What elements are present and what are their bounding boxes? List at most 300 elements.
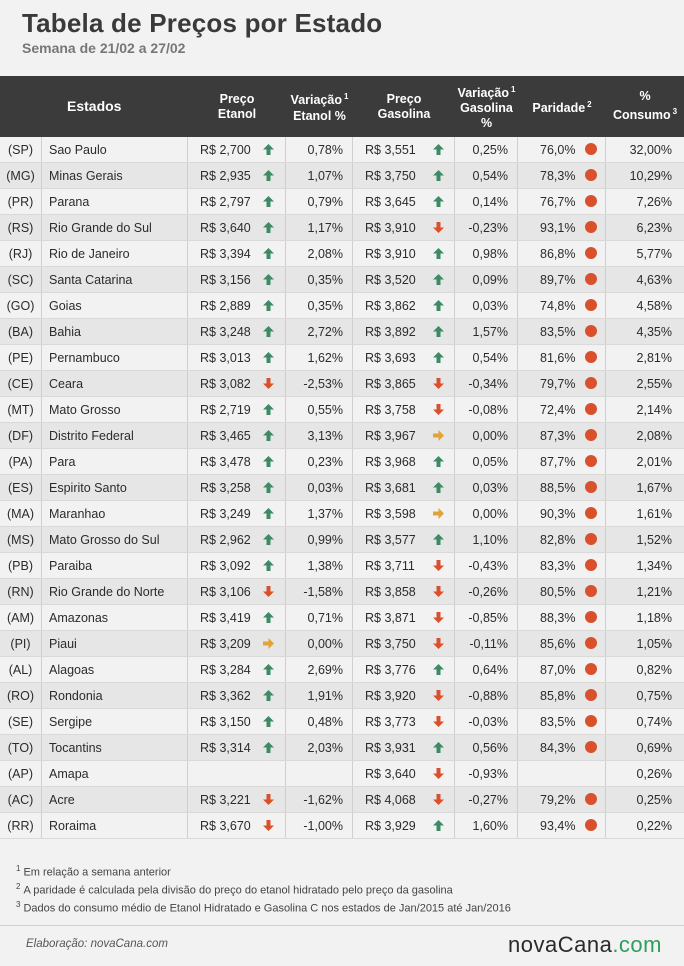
arrow-up-icon — [262, 273, 275, 286]
state-code: (MA) — [0, 501, 42, 526]
header-estados: Estados — [67, 98, 122, 114]
state-code: (BA) — [0, 319, 42, 344]
ethanol-variation: 0,99% — [286, 527, 353, 552]
ethanol-price: R$ 3,314 — [188, 735, 286, 760]
consumption: 1,34% — [636, 558, 672, 573]
table-row — [0, 683, 684, 709]
state-name: Espirito Santo — [42, 475, 188, 500]
gasoline-price: R$ 3,871 — [353, 605, 455, 630]
gasoline-price: R$ 3,750 — [353, 631, 455, 656]
ethanol-variation: 0,35% — [286, 267, 353, 292]
gasoline-variation: 0,54% — [455, 345, 518, 370]
consumption: 4,35% — [636, 324, 672, 339]
arrow-up-icon — [432, 351, 445, 364]
gasoline-variation: -0,34% — [455, 371, 518, 396]
state-code: (RN) — [0, 579, 42, 604]
ethanol-price: R$ 2,935 — [188, 163, 286, 188]
parity: 79,2% — [518, 787, 606, 812]
page-title: Tabela de Preços por Estado — [22, 8, 383, 38]
consumption: 0,74% — [636, 714, 672, 729]
consumption: 7,26% — [636, 194, 672, 209]
ethanol-price: R$ 3,092 — [188, 553, 286, 578]
novacana-logo: novaCana.com — [508, 932, 662, 957]
gasoline-price: R$ 3,758 — [353, 397, 455, 422]
ethanol-variation: 1,17% — [286, 215, 353, 240]
arrow-up-icon — [432, 663, 445, 676]
table-row — [0, 449, 684, 475]
arrow-up-icon — [432, 299, 445, 312]
gasoline-variation: -0,23% — [455, 215, 518, 240]
table-row — [0, 631, 684, 657]
gasoline-variation: 0,00% — [455, 423, 518, 448]
ethanol-price — [188, 761, 286, 786]
state-code: (PE) — [0, 345, 42, 370]
consumption: 1,61% — [636, 506, 672, 521]
consumption: 1,67% — [636, 480, 672, 495]
state-name: Mato Grosso — [42, 397, 188, 422]
gasoline-price: R$ 3,931 — [353, 735, 455, 760]
consumption: 2,01% — [636, 454, 672, 469]
table-header — [0, 76, 684, 137]
parity-dot-icon — [585, 533, 597, 545]
gasoline-price: R$ 3,910 — [353, 241, 455, 266]
gasoline-price: R$ 4,068 — [353, 787, 455, 812]
gasoline-variation: -0,93% — [455, 761, 518, 786]
state-code: (GO) — [0, 293, 42, 318]
ethanol-variation: 0,03% — [286, 475, 353, 500]
consumption: 2,14% — [636, 402, 672, 417]
state-code: (RO) — [0, 683, 42, 708]
parity: 72,4% — [518, 397, 606, 422]
parity: 82,8% — [518, 527, 606, 552]
arrow-up-icon — [432, 195, 445, 208]
ethanol-variation: 2,72% — [286, 319, 353, 344]
parity-dot-icon — [585, 689, 597, 701]
gasoline-variation: 0,03% — [455, 475, 518, 500]
arrow-up-icon — [432, 247, 445, 260]
arrow-down-icon — [262, 793, 275, 806]
table-row — [0, 163, 684, 189]
state-name: Santa Catarina — [42, 267, 188, 292]
ethanol-variation: 3,13% — [286, 423, 353, 448]
gasoline-price: R$ 3,750 — [353, 163, 455, 188]
arrow-up-icon — [262, 169, 275, 182]
state-name: Rio Grande do Norte — [42, 579, 188, 604]
state-code: (MG) — [0, 163, 42, 188]
table-body — [0, 137, 684, 839]
ethanol-variation: 2,08% — [286, 241, 353, 266]
state-code: (ES) — [0, 475, 42, 500]
ethanol-price: R$ 3,284 — [188, 657, 286, 682]
arrow-up-icon — [262, 559, 275, 572]
ethanol-variation: 1,62% — [286, 345, 353, 370]
gasoline-price: R$ 3,598 — [353, 501, 455, 526]
table-row — [0, 579, 684, 605]
arrow-down-icon — [432, 585, 445, 598]
ethanol-price: R$ 3,465 — [188, 423, 286, 448]
parity: 83,3% — [518, 553, 606, 578]
parity-dot-icon — [585, 715, 597, 727]
gasoline-variation: 0,14% — [455, 189, 518, 214]
state-code: (SC) — [0, 267, 42, 292]
state-name: Sao Paulo — [42, 137, 188, 162]
consumption: 0,82% — [636, 662, 672, 677]
ethanol-variation: 2,03% — [286, 735, 353, 760]
parity — [518, 761, 606, 786]
state-code: (TO) — [0, 735, 42, 760]
table-row — [0, 215, 684, 241]
table-row — [0, 553, 684, 579]
state-name: Distrito Federal — [42, 423, 188, 448]
parity-dot-icon — [585, 325, 597, 337]
parity-dot-icon — [585, 403, 597, 415]
state-name: Goias — [42, 293, 188, 318]
table-row — [0, 475, 684, 501]
consumption: 0,25% — [636, 792, 672, 807]
parity-dot-icon — [585, 195, 597, 207]
consumption: 1,18% — [636, 610, 672, 625]
ethanol-variation: 1,38% — [286, 553, 353, 578]
gasoline-variation: 0,25% — [455, 137, 518, 162]
gasoline-price: R$ 3,520 — [353, 267, 455, 292]
state-code: (CE) — [0, 371, 42, 396]
consumption: 2,81% — [636, 350, 672, 365]
ethanol-variation: 0,71% — [286, 605, 353, 630]
arrow-up-icon — [262, 741, 275, 754]
gasoline-variation: -0,88% — [455, 683, 518, 708]
arrow-down-icon — [262, 585, 275, 598]
gasoline-price: R$ 3,693 — [353, 345, 455, 370]
gasoline-price: R$ 3,929 — [353, 813, 455, 838]
table-row — [0, 761, 684, 787]
state-name: Rio Grande do Sul — [42, 215, 188, 240]
page-subtitle: Semana de 21/02 a 27/02 — [22, 40, 186, 56]
gasoline-variation: 1,10% — [455, 527, 518, 552]
state-code: (AL) — [0, 657, 42, 682]
arrow-right-icon — [432, 507, 445, 520]
ethanol-variation: -1,58% — [286, 579, 353, 604]
state-code: (AP) — [0, 761, 42, 786]
consumption: 2,55% — [636, 376, 672, 391]
credit-text: Elaboração: novaCana.com — [26, 938, 168, 950]
arrow-up-icon — [262, 221, 275, 234]
gasoline-variation: 0,64% — [455, 657, 518, 682]
arrow-down-icon — [432, 689, 445, 702]
parity: 74,8% — [518, 293, 606, 318]
gasoline-price: R$ 3,681 — [353, 475, 455, 500]
arrow-up-icon — [262, 325, 275, 338]
ethanol-price: R$ 3,394 — [188, 241, 286, 266]
consumption: 5,77% — [636, 246, 672, 261]
arrow-down-icon — [432, 377, 445, 390]
state-code: (PA) — [0, 449, 42, 474]
arrow-up-icon — [432, 325, 445, 338]
consumption: 0,26% — [636, 766, 672, 781]
state-name: Sergipe — [42, 709, 188, 734]
state-name: Ceara — [42, 371, 188, 396]
parity-dot-icon — [585, 819, 597, 831]
arrow-up-icon — [262, 299, 275, 312]
parity-dot-icon — [585, 585, 597, 597]
parity: 83,5% — [518, 709, 606, 734]
arrow-up-icon — [262, 247, 275, 260]
state-code: (MT) — [0, 397, 42, 422]
table-row — [0, 787, 684, 813]
ethanol-variation: -1,00% — [286, 813, 353, 838]
footnote: $^3$ Dados do consumo médio de Etanol Hidratado e Gasolina C nos estados de Jan/2015 até Jan/2016 — [16, 900, 511, 915]
state-name: Pernambuco — [42, 345, 188, 370]
arrow-up-icon — [262, 481, 275, 494]
arrow-down-icon — [432, 221, 445, 234]
parity: 76,7% — [518, 189, 606, 214]
arrow-up-icon — [432, 455, 445, 468]
ethanol-price: R$ 3,013 — [188, 345, 286, 370]
ethanol-price: R$ 3,156 — [188, 267, 286, 292]
price-table — [0, 76, 684, 839]
parity: 87,7% — [518, 449, 606, 474]
ethanol-price: R$ 2,719 — [188, 397, 286, 422]
arrow-up-icon — [262, 507, 275, 520]
state-code: (RR) — [0, 813, 42, 838]
header-preco-etanol: Preço Etanol — [217, 91, 257, 121]
arrow-up-icon — [262, 533, 275, 546]
parity: 93,4% — [518, 813, 606, 838]
gasoline-variation: -0,85% — [455, 605, 518, 630]
table-row — [0, 241, 684, 267]
parity: 89,7% — [518, 267, 606, 292]
arrow-down-icon — [262, 377, 275, 390]
arrow-up-icon — [432, 533, 445, 546]
gasoline-price: R$ 3,865 — [353, 371, 455, 396]
ethanol-variation: 0,23% — [286, 449, 353, 474]
arrow-down-icon — [432, 403, 445, 416]
ethanol-variation: 0,55% — [286, 397, 353, 422]
ethanol-price: R$ 3,106 — [188, 579, 286, 604]
table-row — [0, 189, 684, 215]
ethanol-variation: 0,78% — [286, 137, 353, 162]
arrow-up-icon — [432, 481, 445, 494]
footnote: $^2$ A paridade é calculada pela divisão do preço do etanol hidratado pelo preço da gasolina — [16, 882, 453, 897]
parity-dot-icon — [585, 299, 597, 311]
ethanol-variation: 1,37% — [286, 501, 353, 526]
state-code: (PI) — [0, 631, 42, 656]
ethanol-price: R$ 2,797 — [188, 189, 286, 214]
arrow-up-icon — [432, 143, 445, 156]
parity: 88,3% — [518, 605, 606, 630]
table-row — [0, 527, 684, 553]
gasoline-variation: -0,08% — [455, 397, 518, 422]
consumption: 6,23% — [636, 220, 672, 235]
arrow-down-icon — [432, 637, 445, 650]
state-code: (MS) — [0, 527, 42, 552]
table-row — [0, 605, 684, 631]
gasoline-variation: 0,54% — [455, 163, 518, 188]
arrow-up-icon — [432, 273, 445, 286]
gasoline-variation: 0,00% — [455, 501, 518, 526]
parity-dot-icon — [585, 507, 597, 519]
parity-dot-icon — [585, 143, 597, 155]
state-code: (AC) — [0, 787, 42, 812]
consumption: 4,58% — [636, 298, 672, 313]
arrow-up-icon — [262, 143, 275, 156]
consumption: 4,63% — [636, 272, 672, 287]
parity: 83,5% — [518, 319, 606, 344]
arrow-up-icon — [262, 429, 275, 442]
footnote: $^1$ Em relação a semana anterior — [16, 864, 171, 879]
ethanol-variation: 1,07% — [286, 163, 353, 188]
ethanol-price: R$ 3,248 — [188, 319, 286, 344]
gasoline-price: R$ 3,858 — [353, 579, 455, 604]
parity: 80,5% — [518, 579, 606, 604]
parity-dot-icon — [585, 429, 597, 441]
parity-dot-icon — [585, 663, 597, 675]
parity-dot-icon — [585, 741, 597, 753]
parity-dot-icon — [585, 455, 597, 467]
gasoline-price: R$ 3,892 — [353, 319, 455, 344]
table-row — [0, 137, 684, 163]
arrow-down-icon — [432, 611, 445, 624]
gasoline-variation: 0,03% — [455, 293, 518, 318]
table-row — [0, 735, 684, 761]
arrow-up-icon — [262, 689, 275, 702]
arrow-down-icon — [262, 819, 275, 832]
state-code: (PB) — [0, 553, 42, 578]
arrow-up-icon — [432, 169, 445, 182]
state-code: (SP) — [0, 137, 42, 162]
parity-dot-icon — [585, 481, 597, 493]
header-variacao-gasolina: Variação $^1$ Gasolina % — [457, 84, 516, 131]
state-name: Para — [42, 449, 188, 474]
state-name: Parana — [42, 189, 188, 214]
consumption: 1,21% — [636, 584, 672, 599]
parity-dot-icon — [585, 273, 597, 285]
arrow-up-icon — [432, 819, 445, 832]
parity: 81,6% — [518, 345, 606, 370]
state-name: Rio de Janeiro — [42, 241, 188, 266]
state-code: (DF) — [0, 423, 42, 448]
arrow-up-icon — [262, 403, 275, 416]
gasoline-price: R$ 3,967 — [353, 423, 455, 448]
gasoline-price: R$ 3,577 — [353, 527, 455, 552]
state-name: Mato Grosso do Sul — [42, 527, 188, 552]
gasoline-variation: 1,57% — [455, 319, 518, 344]
arrow-down-icon — [432, 559, 445, 572]
arrow-up-icon — [262, 195, 275, 208]
table-row — [0, 371, 684, 397]
parity: 85,6% — [518, 631, 606, 656]
table-row — [0, 345, 684, 371]
ethanol-variation: 0,79% — [286, 189, 353, 214]
gasoline-price: R$ 3,645 — [353, 189, 455, 214]
parity: 88,5% — [518, 475, 606, 500]
state-code: (RJ) — [0, 241, 42, 266]
parity-dot-icon — [585, 559, 597, 571]
table-row — [0, 709, 684, 735]
state-code: (AM) — [0, 605, 42, 630]
arrow-up-icon — [262, 351, 275, 364]
ethanol-price: R$ 3,082 — [188, 371, 286, 396]
state-name: Paraiba — [42, 553, 188, 578]
state-code: (PR) — [0, 189, 42, 214]
table-row — [0, 397, 684, 423]
parity-dot-icon — [585, 611, 597, 623]
table-row — [0, 813, 684, 839]
state-name: Amapa — [42, 761, 188, 786]
parity: 86,8% — [518, 241, 606, 266]
state-code: (RS) — [0, 215, 42, 240]
ethanol-price: R$ 3,209 — [188, 631, 286, 656]
gasoline-variation: 0,98% — [455, 241, 518, 266]
parity: 87,0% — [518, 657, 606, 682]
gasoline-price: R$ 3,640 — [353, 761, 455, 786]
parity-dot-icon — [585, 247, 597, 259]
table-row — [0, 501, 684, 527]
ethanol-variation: 2,69% — [286, 657, 353, 682]
state-name: Bahia — [42, 319, 188, 344]
ethanol-variation — [286, 761, 353, 786]
table-row — [0, 657, 684, 683]
footer-divider — [0, 925, 684, 926]
ethanol-price: R$ 3,478 — [188, 449, 286, 474]
arrow-up-icon — [262, 663, 275, 676]
state-name: Tocantins — [42, 735, 188, 760]
state-name: Amazonas — [42, 605, 188, 630]
state-name: Alagoas — [42, 657, 188, 682]
consumption: 0,75% — [636, 688, 672, 703]
gasoline-price: R$ 3,776 — [353, 657, 455, 682]
header-variacao-etanol: Variação $^1$ Etanol % — [290, 92, 349, 123]
table-row — [0, 319, 684, 345]
arrow-up-icon — [262, 611, 275, 624]
parity-dot-icon — [585, 793, 597, 805]
gasoline-variation: -0,11% — [455, 631, 518, 656]
gasoline-variation: -0,03% — [455, 709, 518, 734]
ethanol-variation: 0,35% — [286, 293, 353, 318]
ethanol-price: R$ 2,962 — [188, 527, 286, 552]
state-name: Acre — [42, 787, 188, 812]
arrow-up-icon — [262, 455, 275, 468]
ethanol-variation: 0,00% — [286, 631, 353, 656]
ethanol-price: R$ 3,362 — [188, 683, 286, 708]
parity: 76,0% — [518, 137, 606, 162]
parity-dot-icon — [585, 221, 597, 233]
state-code: (SE) — [0, 709, 42, 734]
consumption: 10,29% — [629, 168, 672, 183]
header-paridade: Paridade $^2$ — [532, 99, 592, 116]
consumption: 0,69% — [636, 740, 672, 755]
state-name: Rondonia — [42, 683, 188, 708]
parity: 90,3% — [518, 501, 606, 526]
arrow-down-icon — [432, 767, 445, 780]
gasoline-price: R$ 3,711 — [353, 553, 455, 578]
ethanol-variation: 1,91% — [286, 683, 353, 708]
ethanol-price: R$ 2,889 — [188, 293, 286, 318]
gasoline-price: R$ 3,551 — [353, 137, 455, 162]
arrow-down-icon — [432, 715, 445, 728]
table-row — [0, 267, 684, 293]
consumption: 32,00% — [629, 142, 672, 157]
gasoline-variation: 0,56% — [455, 735, 518, 760]
arrow-right-icon — [432, 429, 445, 442]
ethanol-variation: -2,53% — [286, 371, 353, 396]
consumption: 0,22% — [636, 818, 672, 833]
ethanol-price: R$ 3,419 — [188, 605, 286, 630]
gasoline-price: R$ 3,773 — [353, 709, 455, 734]
ethanol-variation: 0,48% — [286, 709, 353, 734]
arrow-up-icon — [432, 741, 445, 754]
parity: 78,3% — [518, 163, 606, 188]
parity-dot-icon — [585, 351, 597, 363]
